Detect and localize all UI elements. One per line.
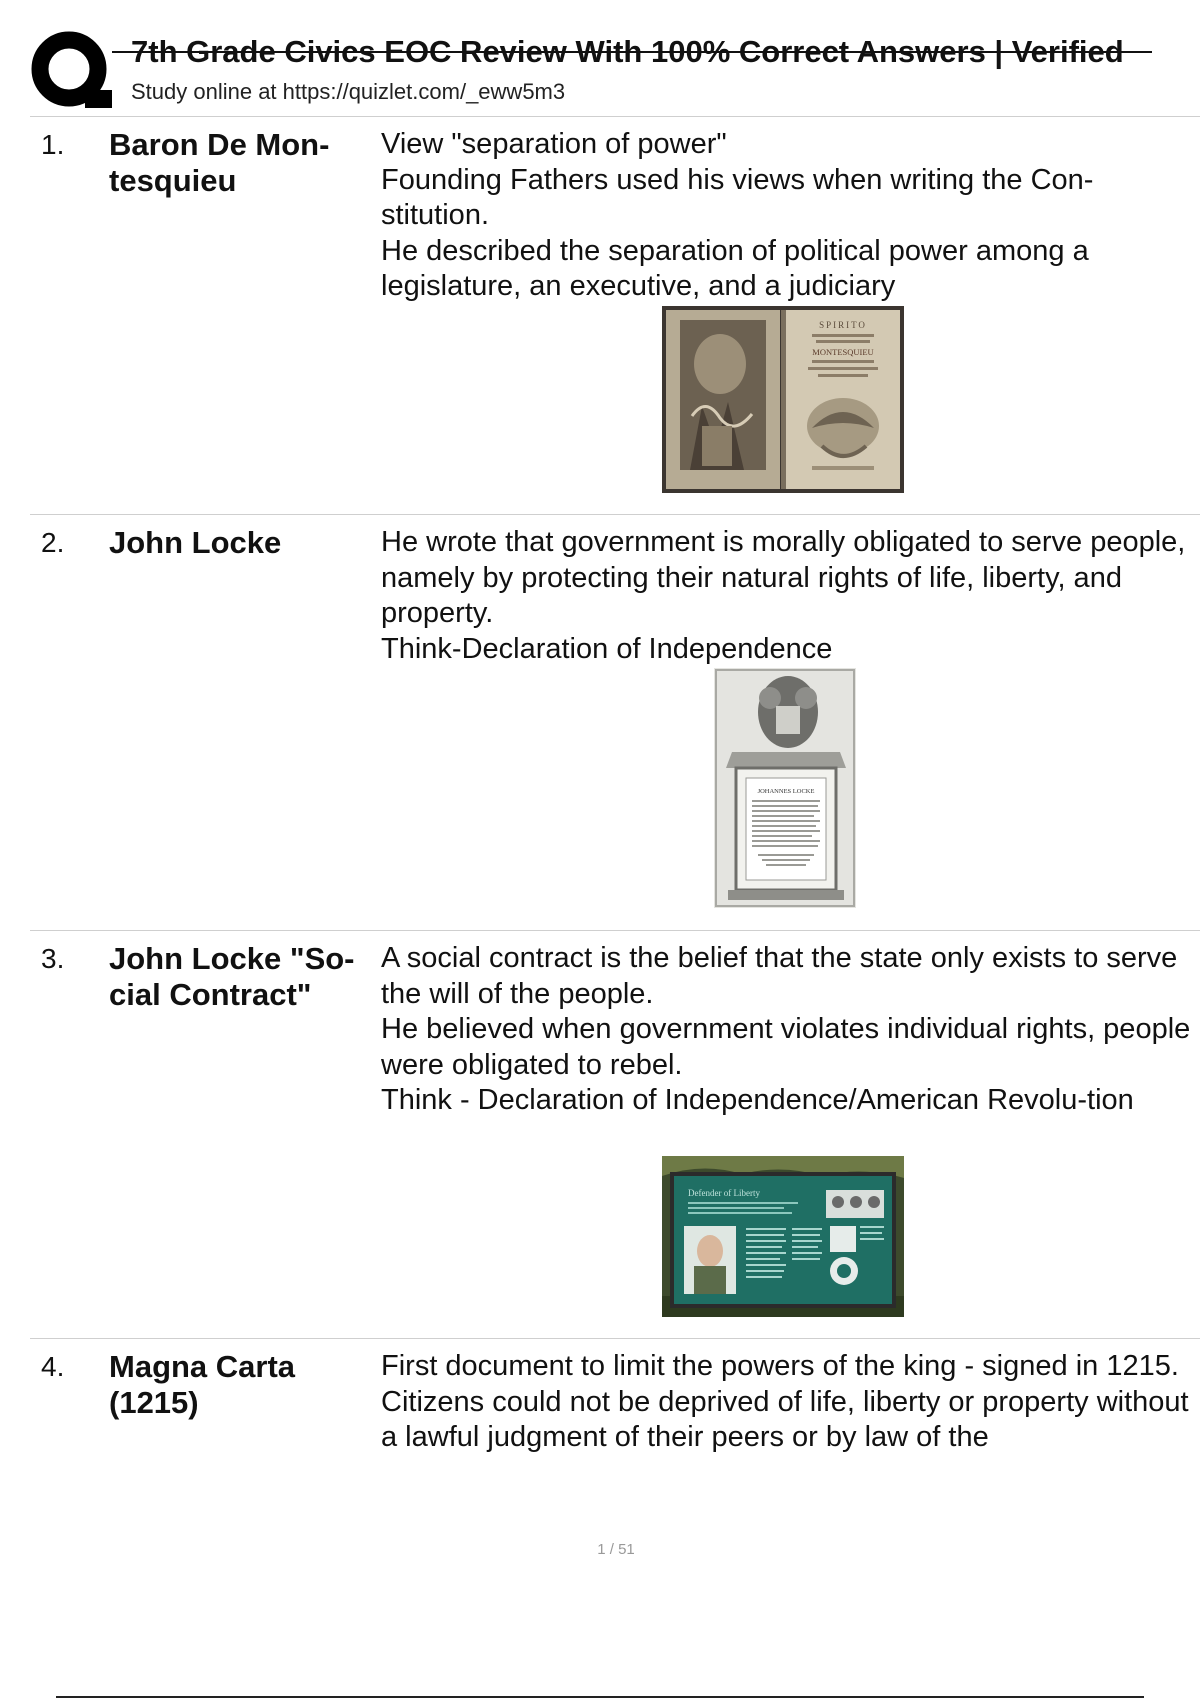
card-term: Magna Carta (1215) bbox=[109, 1349, 296, 1420]
card-divider bbox=[30, 930, 1200, 931]
card-definition bbox=[381, 127, 1191, 305]
definition-line: He described the separation of political power among a legislature, an executive, and a judiciary bbox=[381, 234, 1089, 302]
book-author-text: MONTESQUIEU bbox=[812, 347, 874, 357]
document-title: 7th Grade Civics EOC Review With 100% Correct Answers | Verified bbox=[131, 34, 1124, 69]
card-definition bbox=[381, 1349, 1191, 1456]
definition-line: A social contract is the belief that the state only exists to serve the will of the people. bbox=[381, 942, 1178, 1010]
card-term: John Locke bbox=[109, 525, 282, 560]
card-term: John Locke "So-cial Contract" bbox=[109, 941, 355, 1012]
plaque-title-text: Defender of Liberty bbox=[688, 1188, 760, 1198]
card-number: 4. bbox=[41, 1351, 65, 1382]
card-number: 3. bbox=[41, 943, 65, 974]
card-term: Baron De Mon-tesquieu bbox=[109, 127, 330, 198]
quizlet-logo-icon bbox=[30, 30, 112, 112]
card-number: 1. bbox=[41, 129, 65, 160]
john-locke-memorial-image bbox=[714, 668, 856, 908]
card-number: 2. bbox=[41, 527, 65, 558]
bottom-divider bbox=[56, 1696, 1144, 1698]
definition-line: Think-Declaration of Independence bbox=[381, 632, 833, 665]
memorial-title-text: JOHANNES LOCKE bbox=[757, 788, 815, 795]
card-definition bbox=[381, 941, 1191, 1119]
montesquieu-book-image bbox=[662, 306, 904, 493]
definition-line: He believed when government violates individual rights, people were obligated to rebel. bbox=[381, 1013, 1191, 1081]
definition-line: Founding Fathers used his views when writing the Con-stitution. bbox=[381, 163, 1094, 231]
card-definition bbox=[381, 525, 1191, 667]
definition-line: Think - Declaration of Independence/American Revolu-tion bbox=[381, 1084, 1134, 1116]
definition-line: View "separation of power" bbox=[381, 128, 727, 160]
book-title-text: SPIRITO bbox=[819, 320, 867, 330]
definition-line: Citizens could not be deprived of life, liberty or property without a lawful judgment of their peers or by law of the bbox=[381, 1385, 1189, 1453]
definition-line: First document to limit the powers of the king - signed in 1215. bbox=[381, 1350, 1179, 1382]
header-divider bbox=[30, 116, 1200, 117]
social-contract-plaque-image bbox=[662, 1156, 904, 1317]
study-online-link[interactable]: Study online at https://quizlet.com/_eww5m3 bbox=[131, 79, 566, 104]
definition-line: He wrote that government is morally obligated to serve people, namely by protecting their natural rights of life, liberty, and property. bbox=[381, 526, 1186, 629]
card-divider bbox=[30, 514, 1200, 515]
page-number: 1 / 51 bbox=[597, 1541, 635, 1558]
card-divider bbox=[30, 1338, 1200, 1339]
